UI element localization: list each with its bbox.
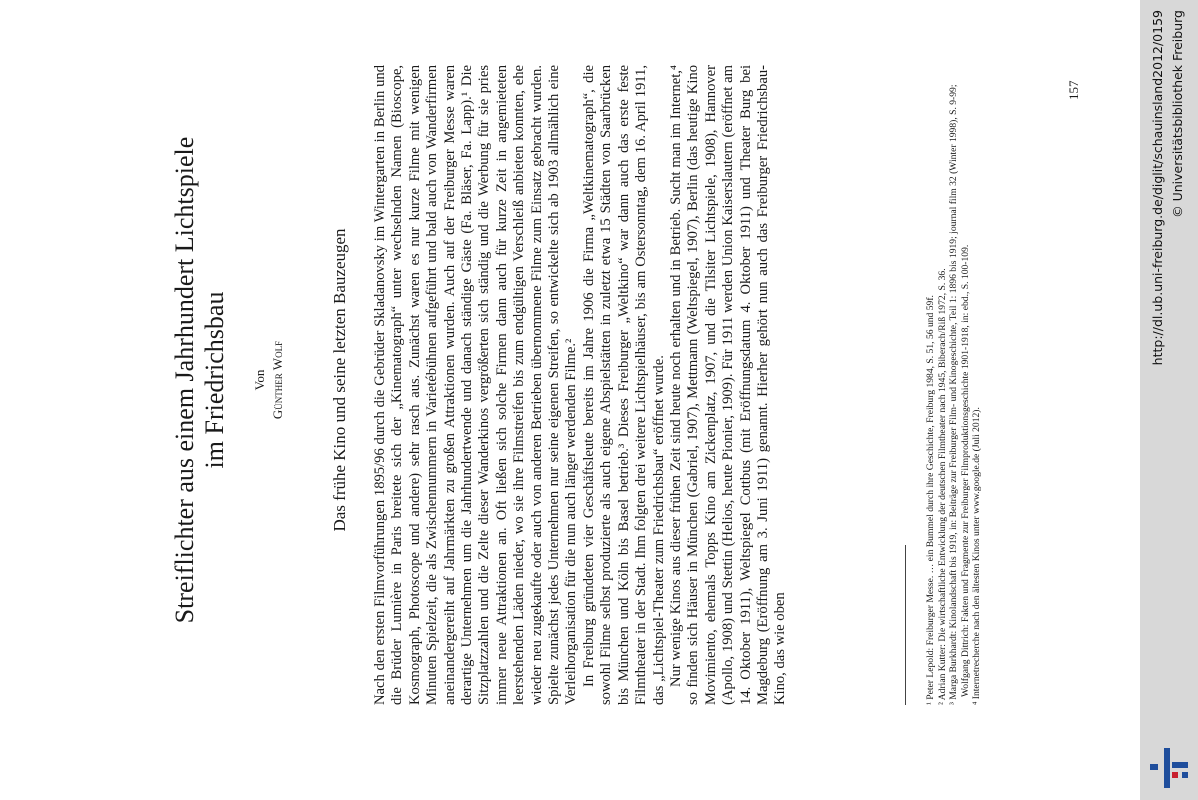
paragraph-1: Nach den ersten Filmvorführungen 1895/96 durch die Gebrüder Skladanovsky im Wintergarten in Berlin und die Brüder Lumière in Paris breitete sich der „Kinematograph“ unter wechselnden Namen (Bioscope, Kosmograph, Photoscope und andere) sehr rasch aus. Zunächst waren es nur kurze Filme mit wenigen Minuten Spielzeit, die als Zwischennummern in Varietébühnen aufgeführt und bald auch von Wanderfirmen aneinandergereiht auf Jahrmärkten zu großen Attraktionen wurden. Auch auf der Freiburger Messe waren derartige Unternehmen um die Jahrhundertwende und danach ständige Gäste (Fa. Bläser, Fa. Lapp).¹ Die Sitzplatzzahlen und die Zelte dieser Wanderkinos vergrößerten sich ständig und die Werbung für sie pries immer neue Attraktionen an. Oft ließen sich solche Firmen dann auch für kurze Zeit in angemieteten leerstehenden Läden nieder, wo sie ihre Filmstreifen bis zum endgültigen Verschleiß anbieten konnten, ehe wieder neu zugekaufte oder auch von anderen Betrieben übernommene Filme zum Einsatz gebracht wurden. Spielte zunächst jedes Unternehmen nur seine eigenen Streifen, so entwickelte sich ab 1903 allmählich eine Verleihorganisation für die nun auch länger werdenden Filme.² <box>372 65 580 705</box>
page-number: 157 <box>1066 80 1081 100</box>
section-heading: Das frühe Kino und seine letzten Bauzeugen <box>330 228 349 532</box>
body-text <box>372 65 790 705</box>
logo-block-red <box>1172 772 1178 778</box>
ub-freiburg-logo-icon <box>1144 742 1196 794</box>
title-line-1: Streiflichter aus einem Jahrhundert Lichtspiele <box>170 136 199 624</box>
logo-block-right <box>1182 772 1188 778</box>
title-line-2: im Friedrichsbau <box>200 291 229 469</box>
copyright-notice: © Universitätsbibliothek Freiburg <box>1170 10 1185 218</box>
library-sidebar <box>1140 0 1198 800</box>
paragraph-3: Nur wenige Kinos aus dieser frühen Zeit sind heute noch erhalten und in Betrieb. Sucht man im Internet,⁴ so finden sich Häuser in München (Gabriel, 1907), Mettmann (Weltspiegel, 1907), Berlin (das heutige Kino Movimiento, ehemals Topps Kino am Zickenplatz, 1907, und die Tilsiter Lichtspiele, 1908), Hannover (Apollo, 1908) und Stettin (Helios, heute Pionier, 1909). Für 1911 werden Union Kaiserslautern (eröffnet am 14. Oktober 1911), Weltspiegel Cottbus (mit Eröffnungsdatum 4. Oktober 1911) und Theater Burg bei Magdeburg (Eröffnung am 3. Juni 1911) genannt. Hierher gehört nun auch das Freiburger Friedrichsbau-Kino, das wie oben <box>667 65 789 705</box>
logo-block-left <box>1150 764 1158 770</box>
footnote-2: ² Adrian Kutter: Die wirtschaftliche Entwicklung der deutschen Filmtheater nach 1945, Biberach/Riß 1972, S. 36. <box>936 268 948 705</box>
author-name: Günther Wolf <box>270 340 285 420</box>
footnotes <box>925 65 983 705</box>
footnote-divider <box>905 545 906 705</box>
footnote-1: ¹ Peter Lepold: Freiburger Messe. … ein Bummel durch ihre Geschichte, Freiburg 1984, S. 51, 56 und 59f. <box>925 295 936 705</box>
sidebar-rotated-text <box>1140 0 1198 800</box>
source-url-link[interactable]: http://dl.ub.uni-freiburg.de/diglit/schauinsland2012/0159 <box>1150 10 1165 366</box>
by-label: Von <box>252 369 267 391</box>
paragraph-2: In Freiburg gründeten vier Geschäftsleute bereits im Jahre 1906 die Firma „Weltkinematograph“, die sowohl Filme selbst produzierte als auch eigene Abspielstätten in zuletzt etwa 15 Städten von Saarbrücken bis München und Köln bis Basel betrieb.³ Dieses Freiburger „Weltkino“ war dann auch das erste feste Filmtheater in der Stadt. Ihm folgten drei weitere Lichtspielhäuser, bis am Ostersonntag, dem 16. April 1911, das „Lichtspiel-Theater zum Friedrichsbau“ eröffnet wurde. <box>580 65 667 705</box>
article-title <box>170 80 230 680</box>
logo-bar-horizontal <box>1172 762 1188 768</box>
footnote-3: ³ Marga Burkhardt: Kinolandschaft bis 1919, in: Beiträge zur Freiburger Film- und Kinogeschichte, Teil 1: 1896 bis 1919; journal film 32 (Winter 1998), S. 9-99; Wolfgang Dittrich: Fakten und Fragmente zur Freiburger Filmproduktionsgeschichte 1901-1918, in: ebd., S. 100-109. <box>948 84 971 705</box>
logo-bar-vertical <box>1164 748 1170 788</box>
footnote-4: ⁴ Internetrecherche nach den ältesten Kinos unter www.google.de (Juli 2012). <box>971 407 983 705</box>
